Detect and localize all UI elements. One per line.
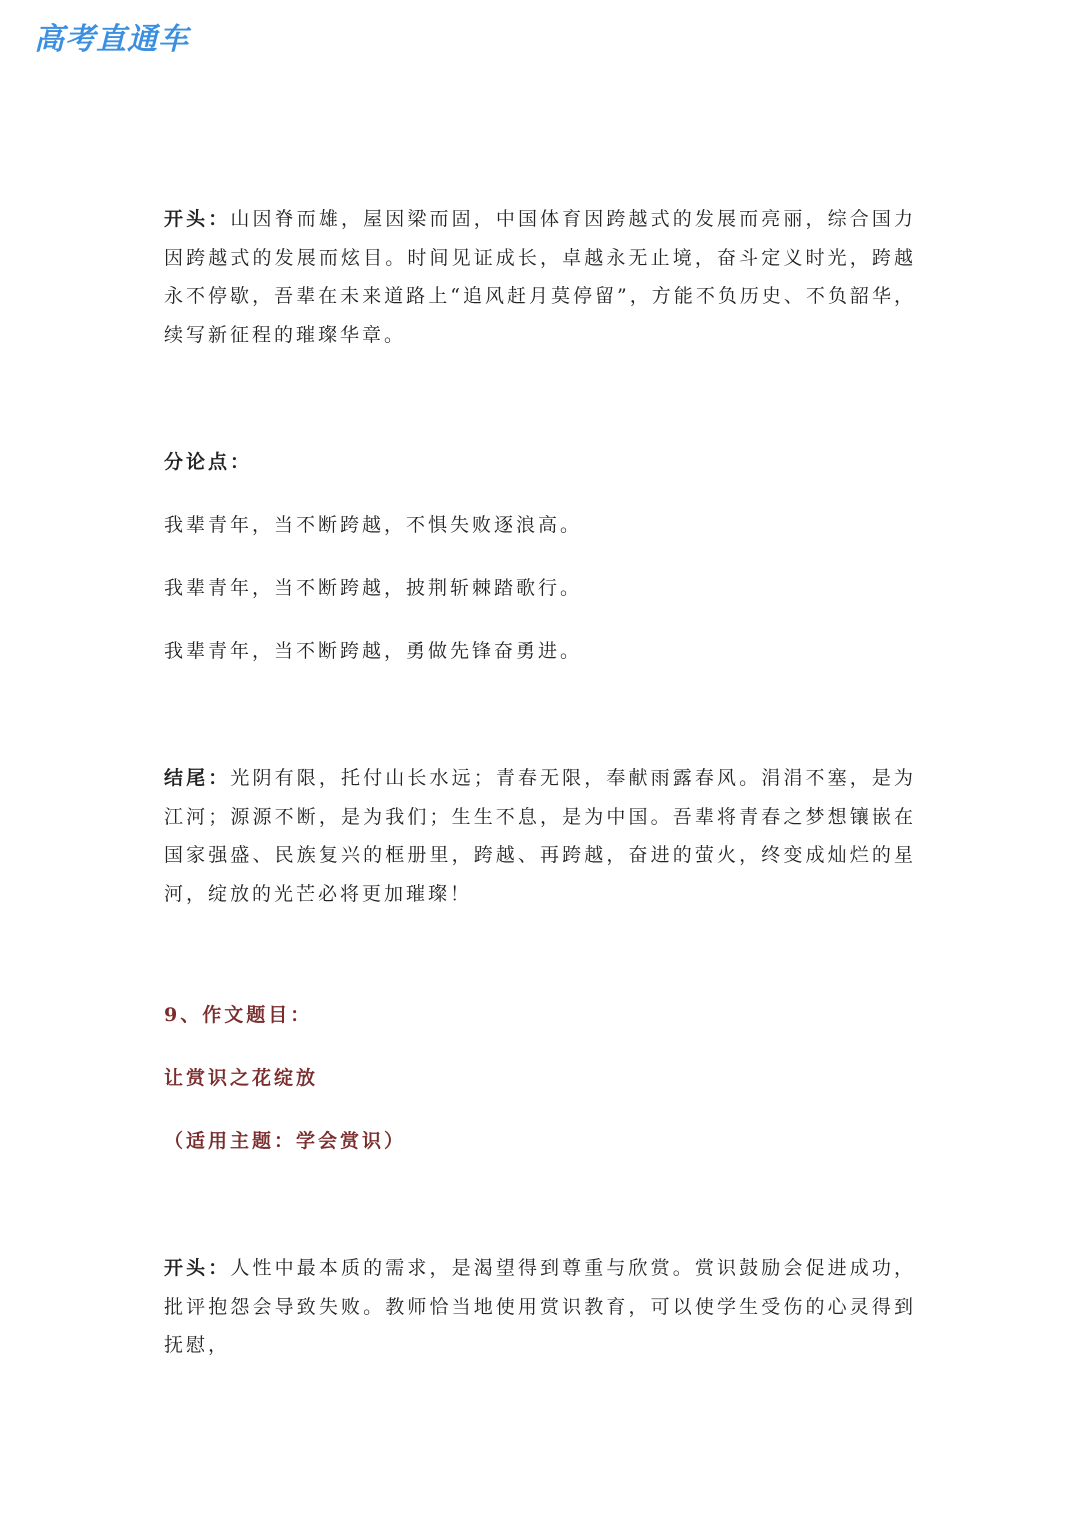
opening-text: 山因脊而雄，屋因梁而固，中国体育因跨越式的发展而亮丽，综合国力因跨越式的发展而炫目。时间见证成长，卓越永无止境，奋斗定义时光，跨越永不停歇，吾辈在未来道路上“追风赶月莫停留”，方能不负历史、不负韶华，续写新征程的璀璨华章。 (164, 208, 916, 346)
opening-paragraph (164, 200, 916, 354)
essay-number-heading: 9、作文题目： (164, 1004, 313, 1026)
sub-point-2: 我辈青年，当不断跨越，披荆斩棘踏歌行。 (164, 577, 583, 599)
essay-theme: （适用主题：学会赏识） (164, 1130, 407, 1152)
ending-label: 结尾： (164, 767, 231, 789)
sub-point-3: 我辈青年，当不断跨越，勇做先锋奋勇进。 (164, 640, 583, 662)
essay-opening-paragraph (164, 1249, 916, 1365)
sub-point-1: 我辈青年，当不断跨越，不惧失败逐浪高。 (164, 514, 583, 536)
essay-opening-text: 人性中最本质的需求，是渴望得到尊重与欣赏。赏识鼓励会促进成功，批评抱怨会导致失败。教师恰当地使用赏识教育，可以使学生受伤的心灵得到抚慰， (164, 1257, 916, 1356)
essay-title: 让赏识之花绽放 (164, 1067, 319, 1089)
article-body (164, 200, 916, 1365)
essay-opening-label: 开头： (164, 1257, 231, 1279)
sub-points-heading: 分论点： (164, 451, 253, 473)
opening-label: 开头： (164, 208, 231, 230)
ending-paragraph (164, 759, 916, 913)
brand-logo: 高考直通车 (34, 22, 189, 57)
ending-text: 光阴有限，托付山长水远；青春无限，奉献雨露春风。涓涓不塞，是为江河；源源不断，是为我们；生生不息，是为中国。吾辈将青春之梦想镶嵌在国家强盛、民族复兴的框册里，跨越、再跨越，奋进的萤火，终变成灿烂的星河，绽放的光芒必将更加璀璨！ (164, 767, 916, 905)
